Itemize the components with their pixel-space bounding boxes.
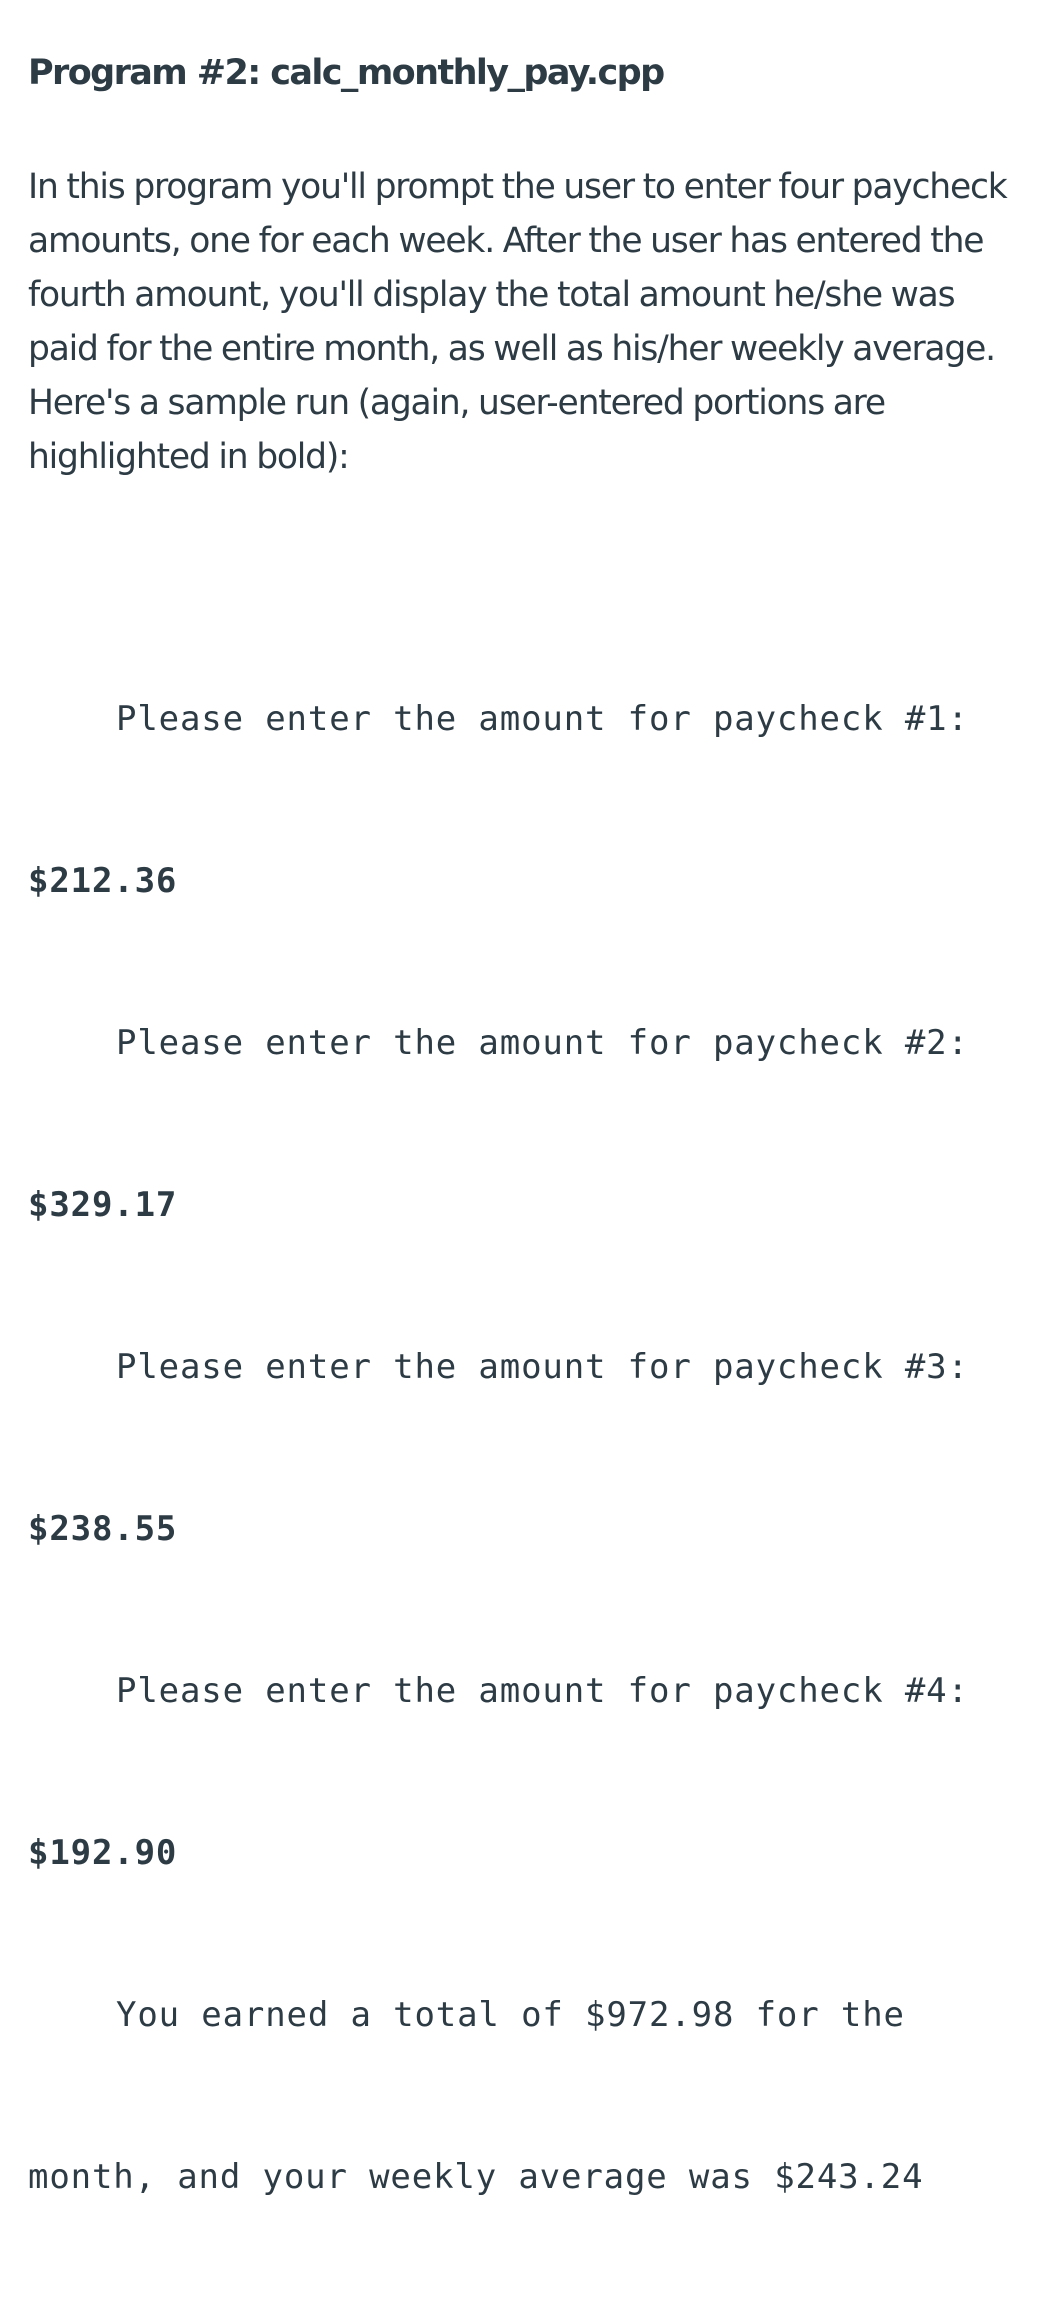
- summary-line-2: month, and your weekly average was $243.24: [28, 2157, 924, 2197]
- paycheck-prompt-2: Please enter the amount for paycheck #2:: [116, 1023, 969, 1063]
- paycheck-prompt-3: Please enter the amount for paycheck #3:: [116, 1347, 969, 1387]
- paycheck-prompt-1: Please enter the amount for paycheck #1:: [116, 699, 969, 739]
- paycheck-entry-4: $192.90: [28, 1833, 178, 1873]
- intro-paragraph: In this program you'll prompt the user to enter four paycheck amounts, one for each week. After the user has entered the fourth amount, you'll display the total amount he/she was paid for the entire month, as well as his/her weekly average. Here's a sample run (again, user-entered portions are highlighted in bold):: [28, 167, 1007, 477]
- paycheck-entry-3: $238.55: [28, 1509, 178, 1549]
- summary-line-1: You earned a total of $972.98 for the: [116, 1995, 905, 2035]
- sample-run-output: [28, 584, 1028, 2312]
- paycheck-entry-2: $329.17: [28, 1185, 178, 1225]
- paycheck-entry-1: $212.36: [28, 861, 178, 901]
- program-heading: Program #2: calc_monthly_pay.cpp: [28, 53, 664, 93]
- paycheck-prompt-4: Please enter the amount for paycheck #4:: [116, 1671, 969, 1711]
